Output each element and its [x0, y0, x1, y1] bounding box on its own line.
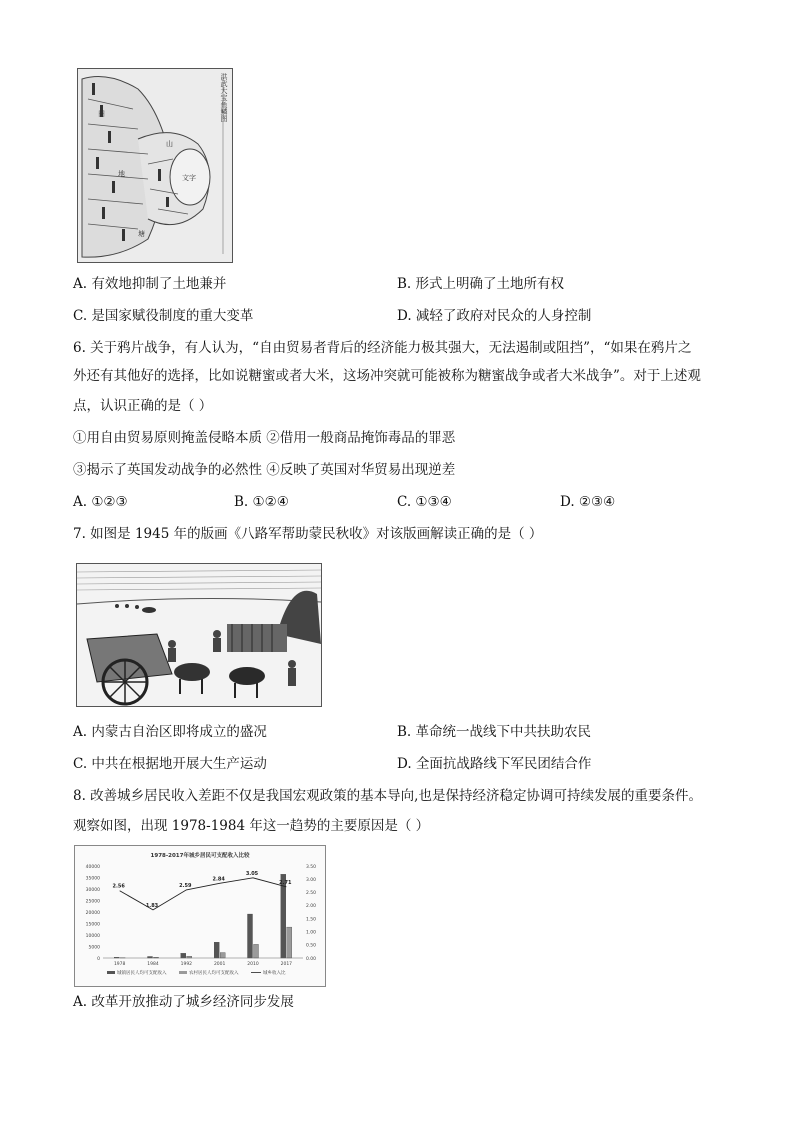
- x-axis-labels: [114, 961, 292, 967]
- bar-rural: [187, 956, 192, 958]
- ratio-line-group: [112, 871, 292, 910]
- bar-rural: [254, 944, 259, 958]
- ratio-data-label: 3.05: [245, 870, 259, 877]
- ratio-data-label: 2.56: [112, 883, 125, 890]
- fish-scale-map-cell-4: 塘: [138, 230, 145, 238]
- legend-label: 农村居民人均可支配收入: [189, 971, 239, 976]
- fish-scale-map-caption: 洪武大宝鱼鳞图: [220, 73, 228, 122]
- left-tick-label: 15000: [85, 922, 100, 928]
- q7-option-b[interactable]: B. 革命统一战线下中共扶助农民: [397, 724, 592, 740]
- right-tick-label: 0.00: [306, 956, 317, 962]
- ratio-data-label: 1.83: [145, 902, 159, 909]
- right-tick-label: 2.00: [306, 904, 317, 910]
- chart-legend: [107, 969, 286, 976]
- q6-option-c[interactable]: C. ①③④: [397, 494, 452, 510]
- q8-stem-line-2: 观察如图，出现 1978-1984 年这一趋势的主要原因是（ ）: [73, 818, 430, 834]
- x-tick-label: 2017: [280, 962, 293, 967]
- fish-scale-map-cell-3: 山: [166, 140, 173, 148]
- x-tick-label: 1984: [147, 962, 159, 967]
- fish-scale-map-cell-2: 地: [118, 170, 125, 178]
- legend-label: 城镇居民人均可支配收入: [117, 971, 167, 976]
- q5-option-d[interactable]: D. 减轻了政府对民众的人身控制: [397, 308, 592, 324]
- fish-scale-map-figure: [77, 68, 233, 263]
- fish-scale-map-cell-1: 田: [98, 110, 105, 118]
- q7-option-c[interactable]: C. 中共在根据地开展大生产运动: [73, 756, 267, 772]
- q7-option-a[interactable]: A. 内蒙古自治区即将成立的盛况: [73, 724, 267, 740]
- bar-rural: [220, 953, 225, 958]
- right-tick-label: 3.00: [306, 877, 317, 883]
- ratio-data-label: 2.84: [212, 876, 225, 883]
- ratio-data-label: 2.59: [179, 882, 192, 889]
- bar-urban: [248, 914, 253, 958]
- left-tick-label: 10000: [85, 933, 100, 939]
- right-tick-label: 0.50: [306, 943, 317, 949]
- left-tick-label: 35000: [85, 876, 100, 882]
- q7-option-d[interactable]: D. 全面抗战路线下军民团结合作: [397, 756, 592, 772]
- q5-option-a[interactable]: A. 有效地抑制了土地兼并: [73, 276, 227, 292]
- q6-statements-2: ③揭示了英国发动战争的必然性 ④反映了英国对华贸易出现逆差: [73, 462, 456, 478]
- legend-label: 城乡收入比: [263, 971, 286, 976]
- bar-urban: [214, 942, 219, 958]
- left-tick-label: 25000: [85, 899, 100, 905]
- income-chart: [75, 846, 325, 986]
- q6-option-d[interactable]: D. ②③④: [560, 494, 616, 510]
- left-tick-label: 20000: [85, 910, 100, 916]
- q5-option-b[interactable]: B. 形式上明确了土地所有权: [397, 276, 565, 292]
- legend-swatch: [179, 971, 187, 974]
- chart-title: 1978-2017年城乡居民可支配收入比较: [150, 853, 250, 859]
- q8-option-a[interactable]: A. 改革开放推动了城乡经济同步发展: [73, 994, 294, 1010]
- q6-stem-line-1: 6. 关于鸦片战争，有人认为，“自由贸易者背后的经济能力极其强大，无法遏制或阻挡”，“如果在鸦片之: [73, 340, 692, 356]
- right-tick-label: 3.50: [306, 864, 317, 870]
- right-tick-label: 1.50: [306, 917, 317, 923]
- ratio-line: [120, 878, 287, 910]
- legend-swatch: [107, 971, 115, 974]
- x-tick-label: 1992: [180, 962, 193, 967]
- right-tick-label: 1.00: [306, 930, 317, 936]
- bar-urban: [181, 953, 186, 958]
- woodcut-print-drawing: [77, 564, 321, 706]
- right-tick-label: 2.50: [306, 891, 317, 897]
- fish-scale-map-drawing: [78, 69, 232, 262]
- income-chart-figure: [74, 845, 326, 987]
- ratio-data-label: 2.71: [279, 879, 292, 886]
- q6-stem-line-2: 外还有其他好的选择，比如说糖蜜或者大米，这场冲突就可能被称为糖蜜战争或者大米战争”。对于上述观: [73, 368, 701, 384]
- q6-stem-line-3: 点，认识正确的是（ ）: [73, 398, 213, 414]
- woodcut-print-figure: [76, 563, 322, 707]
- left-tick-label: 40000: [85, 864, 100, 870]
- q7-stem: 7. 如图是 1945 年的版画《八路军帮助蒙民秋收》对该版画解读正确的是（ ）: [73, 526, 543, 542]
- q5-option-c[interactable]: C. 是国家赋役制度的重大变革: [73, 308, 254, 324]
- q6-option-a[interactable]: A. ①②③: [73, 494, 128, 510]
- x-tick-label: 1978: [113, 962, 126, 967]
- q6-option-b[interactable]: B. ①②④: [234, 494, 289, 510]
- left-tick-label: 0: [97, 956, 100, 962]
- right-axis-ticks: [306, 864, 316, 962]
- x-tick-label: 2010: [247, 962, 259, 967]
- left-axis-ticks: [86, 864, 100, 962]
- left-tick-label: 5000: [88, 945, 100, 951]
- x-tick-label: 2001: [213, 962, 226, 967]
- q6-statements-1: ①用自由贸易原则掩盖侵略本质 ②借用一般商品掩饰毒品的罪恶: [73, 430, 456, 446]
- left-tick-label: 30000: [85, 887, 100, 893]
- bar-rural: [287, 927, 292, 958]
- q8-stem-line-1: 8. 改善城乡居民收入差距不仅是我国宏观政策的基本导向,也是保持经济稳定协调可持续发展的重要条件。: [73, 788, 702, 804]
- fish-scale-map-center: 文字: [182, 174, 196, 182]
